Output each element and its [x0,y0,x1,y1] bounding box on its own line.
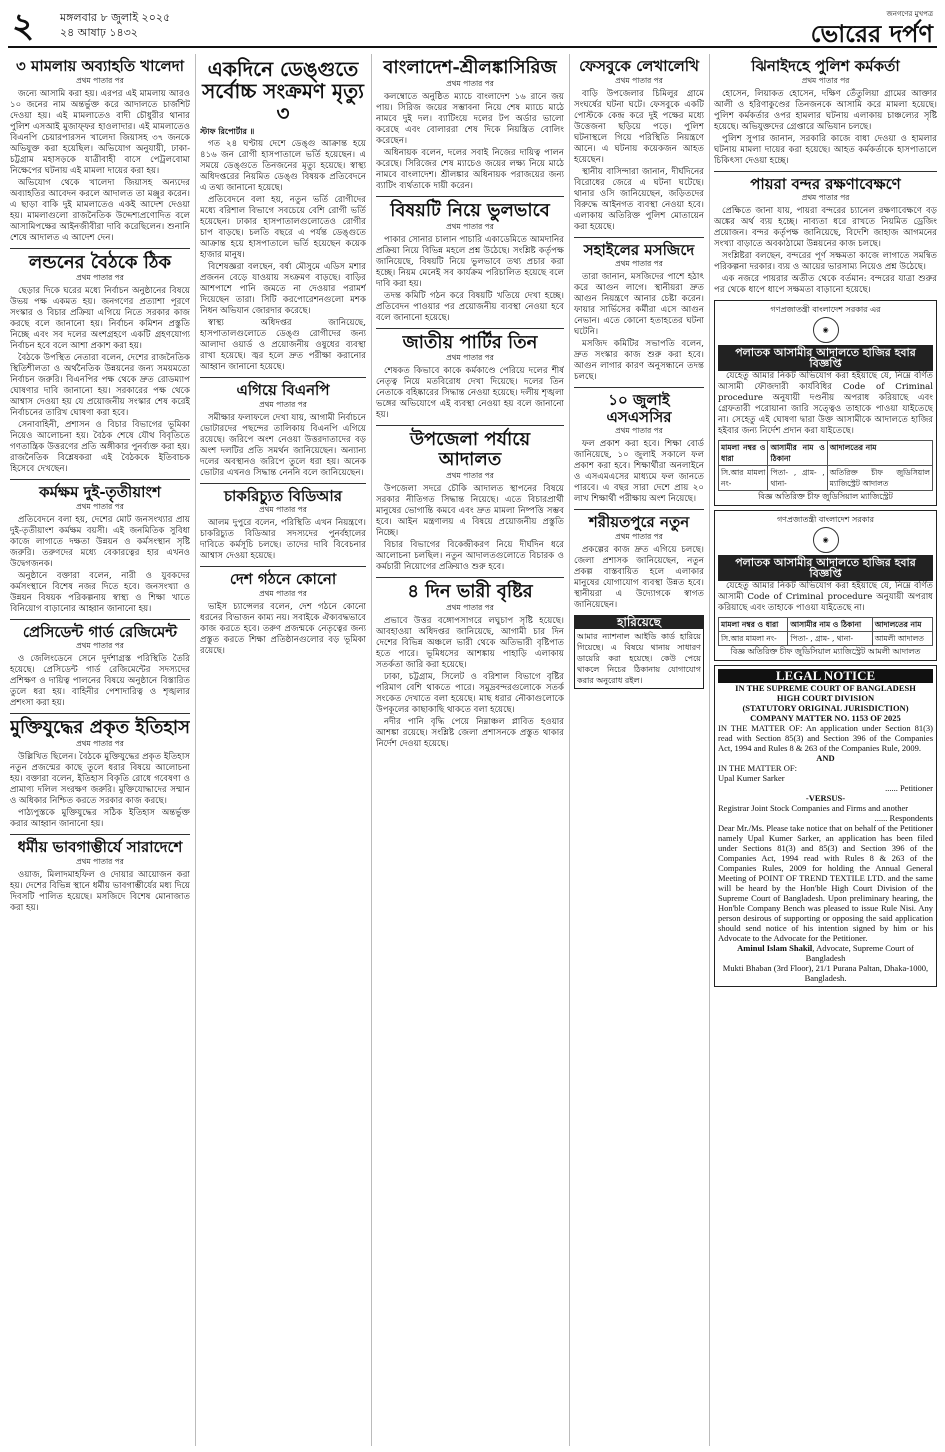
column-5 [714,54,937,1446]
headline: সহাইলের মসজিদে [583,240,695,259]
newspaper-name: ভোরের দর্পণ [810,19,933,48]
legal-notice-heading: LEGAL NOTICE [718,669,933,683]
column-divider [709,54,710,1446]
issue-date [60,10,170,40]
paragraph: অনুষ্ঠানে বক্তারা বলেন, নারী ও যুবকদের কর্মসংস্থানে বিশেষ নজর দিতে হবে। জনসংখ্যা ও উন্নয়ন বিষয়ক পরিকল্পনায় স্বাস্থ্য ও শিক্ষা খাতে বিনিয়োগ বাড়ানোর আহ্বান জানানো হয়। [10,570,190,614]
headline: পায়রা বন্দর রক্ষণাবেক্ষণে [750,174,901,193]
paragraph: তারা জানান, মসজিদের পাশে হঠাৎ করে আগুন লাগে। স্থানীয়রা দ্রুত আগুন নিয়ন্ত্রণে আনার চেষ্টা করেন। ফায়ার সার্ভিসের কর্মীরা এসে আগুন নেভান। এতে কোনো হতাহতের ঘটনা ঘটেনি। [574,272,704,337]
notice-signature: বিজ্ঞ অতিরিক্ত চীফ জুডিসিয়াল ম্যাজিস্ট্রেট আমলী আদালত [730,647,921,656]
legal-body: Dear Mr./Ms. Please take notice that on behalf of the Petitioner namely Upal Kumer Sarker, an application has been filed under Sections 81(3) and 85(3) and Section 396 of the Companies Act, 1994 read with Rules 8 & 263 of the Companies Rules, 2009 for holding the Annual General Meeting of POINT OF TREND TEXTILE LTD. and the same will be heard by the Hon'ble High Court Division of the Supreme Court of Bangladesh. Upon preliminary hearing, the Hon'ble Company Bench was pleased to issue Rule Nisi. Any person desirous of supporting or opposing the said application should send notice of his intention signed by him or his Advocate to the Advocate for the Petitioner. [718,823,933,943]
date-bengali: ২৪ আষাঢ় ১৪৩২ [60,26,138,39]
notice-table [718,440,933,491]
paragraph: হোসেন, লিয়াকত হোসেন, দক্ষিণ তেঁতুলিয়া গ্রামের আক্তার আলী ও হরিণাকুণ্ডের তিনজনকে আসামি করে মামলা হয়েছে। পুলিশ কর্মকর্তার ওপর হামলার ঘটনায় এলাকায় চাঞ্চল্যের সৃষ্টি হয়েছে। অভিযুক্তদের গ্রেপ্তারে অভিযান চলছে। [714,88,937,132]
article-divider [376,577,564,578]
article-divider [10,619,190,620]
continued-label: প্রথম পাতার পর [446,221,494,231]
date-gregorian: মঙ্গলবার ৮ জুলাই ২০২৫ [60,11,171,24]
continued-label: প্রথম পাতার পর [615,259,663,268]
headline: কর্মক্ষম দুই-তৃতীয়াংশ [39,483,161,502]
article-divider [574,509,704,510]
column-2 [200,54,366,1446]
newspaper-brand [811,8,933,48]
headline: শরীয়তপুরে নতুন [588,513,690,531]
column-divider [195,54,196,1446]
notice-title: পলাতক আসামীর আদালতে হাজির হবার বিজ্ঞপ্তি [718,555,933,581]
paragraph: ভাইস চ্যান্সেলর বলেন, দেশ গঠনে কোনো ধরনের বিভাজন কাম্য নয়। সবাইকে ঐক্যবদ্ধভাবে কাজ করতে হবে। তরুণ প্রজন্মকে নেতৃত্বের জন্য প্রস্তুত করতে শিক্ষা প্রতিষ্ঠানগুলোর বড় ভূমিকা রয়েছে। [200,601,366,656]
table-cell: আমলী আদালত [872,632,932,646]
respondent-role: ...... Respondents [874,813,933,823]
continued-label: প্রথম পাতার পর [615,75,663,85]
paragraph: বিশেষজ্ঞরা বলছেন, বর্ষা মৌসুমে এডিস মশার প্রজনন বেড়ে যাওয়ায় সংক্রমণ বাড়ছে। বাড়ির আশপাশে পানি জমতে না দেওয়ার পরামর্শ দিয়েছেন তারা। সিটি করপোরেশনগুলো মশক নিধন অভিযান জোরদার করেছে। [200,262,366,316]
continued-label: প্রথম পাতার পর [76,739,124,749]
table-cell: পিতা- , গ্রাম- , থানা- [788,632,872,646]
court-notice-2 [714,510,937,661]
paragraph: শেষকত কিভাবে কাকে কর্মকাণ্ডে পেরিয়ে দলের শীর্ষ নেতৃত্ব নিয়ে মতবিরোধ দেখা দিয়েছে। দলের তিন নেতাকে বহিষ্কারের সিদ্ধান্ত নেওয়া হয়েছে। দলীয় শৃঙ্খলা ভঙ্গের অভিযোগে এই ব্যবস্থা নেওয়া হয় বলে জানানো হয়। [376,366,564,421]
paragraph: ও জেলিংডেনে সেনে দুর্দশাগ্রস্ত পরিস্থিতি তৈরি হয়েছে। প্রেসিডেন্ট গার্ড রেজিমেন্টের সদস্যদের প্রশিক্ষণ ও দায়িত্ব পালনের বিষয়ে অনুষ্ঠানে বিস্তারিত তুলে ধরা হয়। বাহিনীর পেশাদারিত্ব ও শৃঙ্খলার প্রশংসা করা হয়। [10,654,190,709]
article-divider [200,377,366,378]
court-name: IN THE SUPREME COURT OF BANGLADESH [735,683,916,693]
headline: বিষয়টি নিয়ে ভুলভাবে [390,199,550,221]
table-header: আসামীর নাম ও ঠিকানা [788,618,872,632]
paragraph: পাকার সোনার চালান পাচারি একাডেমিতে আমদানির প্রক্রিয়া নিয়ে বিভিন্ন মহলে প্রশ্ন উঠেছে। সংশ্লিষ্ট কর্তৃপক্ষ জানিয়েছে, বিষয়টি নিয়ে ভুলভাবে তথ্য প্রচার করা হচ্ছে। নিয়ম মেনেই সব কার্যক্রম পরিচালিত হয়েছে বলে দাবি করা হয়। [376,234,564,289]
continued-label: প্রথম পাতার পর [259,505,307,514]
article-divider [714,171,937,172]
versus-label: -VERSUS- [805,793,846,803]
headline: চাকরিচ্যুত বিডিআর [223,486,343,505]
paragraph: বাড়ি উপজেলার চিমিলুর গ্রামে সংঘর্ষের ঘটনা ঘটে। ফেসবুকে একটি পোস্টকে কেন্দ্র করে দুই পক্ষের মধ্যে উত্তেজনা ছড়িয়ে পড়ে। পুলিশ ঘটনাস্থলে গিয়ে পরিস্থিতি নিয়ন্ত্রণে আনে। এ ঘটনায় কয়েকজন আহত হয়েছেন। [574,88,704,165]
column-4 [574,54,704,1446]
advocate-name: Aminul Islam Shakil [737,943,813,953]
paragraph: মসজিদ কমিটির সভাপতি বলেন, দ্রুত সংস্কার কাজ শুরু করা হবে। আগুন লাগার কারণ অনুসন্ধানে তদন্ত চলছে। [574,339,704,382]
column-3 [376,54,564,1446]
article-divider [376,328,564,329]
article-divider [10,479,190,480]
continued-label: প্রথম পাতার পর [76,75,124,85]
advocate-role: , Advocate, Supreme Court of Bangladesh [805,943,914,963]
continued-label: প্রথম পাতার পর [446,602,494,612]
lost-notice [574,615,704,689]
notice-body: যেহেতু আমার নিকট অভিযোগ করা হইয়াছে যে, নিম্নে বর্ণিত আসামী ফৌজদারী কার্যবিধির Code of Criminal procedure অনুযায়ী দণ্ডনীয় অপরাধ করিয়াছে এবং গ্রেফতারী পরোয়ানা জারি সত্ত্বেও তাহাকে পাওয়া যাইতেছে না। সেহেতু এই ঘোষণা দ্বারা উক্ত আসামীকে আদালতে হাজির হইবার জন্য নির্দেশ প্রদান করা যাইতেছে। [718,371,933,436]
table-header: আদালতের নাম [827,441,932,466]
headline: জাতীয় পার্টির তিন [402,331,538,353]
table-row [719,466,933,491]
continued-label: প্রথম পাতার পর [76,641,124,651]
in-the-matter: IN THE MATTER OF: An application under Section 81(3) read with Section 85(3) and Section 396 of the Companies Act, 1994 and Rules 8 & 263 of the Companies Rule, 2009. [718,723,933,753]
column-1 [10,54,190,1446]
article-divider [574,387,704,388]
continued-label: প্রথম পাতার পর [76,501,124,511]
notice-government: গণপ্রজাতন্ত্রী বাংলাদেশ সরকার [776,515,875,524]
paragraph: কলম্বোতে অনুষ্ঠিত ম্যাচে বাংলাদেশ ১৬ রানে জয় পায়। সিরিজ জয়ের সম্ভাবনা নিয়ে শেষ ম্যাচে মাঠে নামবে দুই দল। ব্যাটিংয়ে দলের টপ অর্ডার ভালো করেছে এবং বোলাররা শেষ দিকে নিয়ন্ত্রিত বোলিং করেছেন। [376,91,564,146]
paragraph: সংশ্লিষ্টরা বলছেন, বন্দরের পূর্ণ সক্ষমতা কাজে লাগাতে সমন্বিত পরিকল্পনা দরকার। ব্যয় ও আয়ের ভারসাম্য নিয়েও প্রশ্ন উঠেছে। [714,251,937,272]
table-header: মামলা নম্বর ও ধারা [719,441,768,466]
paragraph: পাঠ্যপুস্তকে মুক্তিযুদ্ধের সঠিক ইতিহাস অন্তর্ভুক্ত করার আহ্বান জানানো হয়। [10,808,190,830]
court-jurisdiction: (STATUTORY ORIGINAL JURISDICTION) [742,703,909,713]
table-header: আদালতের নাম [872,618,932,632]
paragraph: আলম দুপুরে বলেন, পরিস্থিতি এখন নিয়ন্ত্রণে। চাকরিচ্যুত বিডিআর সদস্যদের পুনর্বহালের দাবিতে কর্মসূচি চলছে। তাদের দাবি বিবেচনার আশ্বাস দেওয়া হয়েছে। [200,518,366,561]
continued-label: প্রথম পাতার পর [259,588,307,598]
lost-notice-body: আমার ন্যাশনাল আইডি কার্ড হারিয়ে গিয়েছে। এ বিষয়ে থানায় সাধারণ ডায়েরি করা হয়েছে। কেউ পেয়ে থাকলে নিচের ঠিকানায় যোগাযোগ করার অনুরোধ রইল। [577,631,701,685]
article-divider [200,483,366,484]
paragraph: স্বাস্থ্য অধিদপ্তর জানিয়েছে, হাসপাতালগুলোতে ডেঙ্গু রোগীদের জন্য আলাদা ওয়ার্ড ও প্রয়োজনীয় ওষুধের ব্যবস্থা রাখা হয়েছে। জ্বর হলে দ্রুত পরীক্ষা করানোর আহ্বান জানানো হয়েছে। [200,318,366,372]
headline: এগিয়ে বিএনপি [236,381,330,399]
headline: ফেসবুকে লেখালেখি [579,57,699,75]
paragraph: এক নজরে পায়রার অতীত থেকে বর্তমান: বন্দরের যাত্রা শুরুর পর থেকে ধাপে ধাপে সক্ষমতা বাড়ানো হয়েছে। [714,274,937,295]
court-notice-1 [714,300,937,506]
paragraph: ফল প্রকাশ করা হবে। শিক্ষা বোর্ড জানিয়েছে, ১০ জুলাই সকালে ফল প্রকাশ করা হবে। শিক্ষার্থীরা অনলাইনে ও এসএমএসের মাধ্যমে ফল জানতে পারবে। এ বছর সারা দেশে প্রায় ২০ লাখ শিক্ষার্থী পরীক্ষায় অংশ নিয়েছে। [574,439,704,504]
article-divider [200,566,366,567]
continued-label: প্রথম পাতার পর [615,426,663,435]
table-cell: সি.আর মামলা নং- [719,632,788,646]
company-matter-number: COMPANY MATTER NO. 1153 OF 2025 [750,713,901,723]
paragraph: প্রকল্পের কাজ দ্রুত এগিয়ে চলছে। জেলা প্রশাসক জানিয়েছেন, নতুন প্রকল্প বাস্তবায়িত হলে এলাকার মানুষের যোগাযোগ ব্যবস্থা উন্নত হবে। স্থানীয়রা এ উদ্যোগকে স্বাগত জানিয়েছেন। [574,544,704,610]
notice-body: যেহেতু আমার নিকট অভিযোগ করা হইয়াছে যে, নিম্নে বর্ণিত আসামী Code of Criminal procedure অনুযায়ী অপরাধ করিয়াছে এবং তাহাকে পাওয়া যাইতেছে না। [718,581,933,613]
page-number: ২ [12,6,35,46]
notice-title: পলাতক আসামীর আদালতে হাজির হবার বিজ্ঞপ্তি [718,345,933,371]
table-cell: সি.আর মামলা নং- [719,466,768,491]
notice-table [718,617,933,646]
continued-label: প্রথম পাতার পর [446,353,494,363]
headline: লন্ডনের বৈঠকে ঠিক [28,251,172,273]
article-divider [10,834,190,835]
continued-label: প্রথম পাতার পর [446,470,494,480]
paragraph: সমীক্ষার ফলাফলে দেখা যায়, আগামী নির্বাচনে ভোটারদের পছন্দের তালিকায় বিএনপি এগিয়ে রয়েছে। জরিপে অংশ নেওয়া উত্তরদাতাদের বড় অংশ দলটির প্রতি সমর্থন জানিয়েছেন। অন্যান্য দলের অবস্থানও জরিপে তুলে ধরা হয়। অনেক ভোটার এখনও সিদ্ধান্ত নেননি বলে জানিয়েছেন। [200,412,366,478]
headline: একদিনে ডেঙ্গুতে সর্বোচ্চ সংক্রমণ মৃত্যু ৩ [202,57,364,125]
article-divider [10,248,190,249]
government-seal-icon: ◉ [813,317,839,343]
headline: বাংলাদেশ-শ্রীলঙ্কাসিরিজ [383,57,557,78]
continued-label: প্রথম পাতার পর [446,78,494,88]
headline: ৩ মামলায় অব্যাহতি খালেদা [16,57,184,75]
paragraph: গত ২৪ ঘণ্টায় দেশে ডেঙ্গু আক্রান্ত হয়ে ৪১৬ জন রোগী হাসপাতালে ভর্তি হয়েছেন। এ সময়ে ডেঙ্গুতে তিনজনের মৃত্যু হয়েছে। স্বাস্থ্য অধিদপ্তরের নিয়মিত ডেঙ্গু বিষয়ক প্রতিবেদনে এ তথ্য জানানো হয়েছে। [200,139,366,193]
byline: স্টাফ রিপোর্টার ॥ [200,126,255,136]
paragraph: উল্লিখিত ছিলেন। বৈঠকে মুক্তিযুদ্ধের প্রকৃত ইতিহাস নতুন প্রজন্মের কাছে তুলে ধরার বিষয়ে আলোচনা হয়। বক্তারা বলেন, ইতিহাস বিকৃতি রোধে গবেষণা ও প্রামাণ্য দলিল সংরক্ষণ জরুরি। মুক্তিযোদ্ধাদের সম্মান ও অধিকার নিশ্চিত করতে সরকার কাজ করছে। [10,752,190,807]
article-divider [574,237,704,238]
paragraph: জন্যে আসামি করা হয়। এরপর এই মামলায় আরও ১০ জনের নাম অন্তর্ভুক্ত করে আদালতে চার্জশিট দেওয়া হয়। এই মামলাতেও বাদী চৌধুরীর থানার পুলিশ এসআই মুজাফ্ফর হাওলাদার। এই মামলাতেও বিএনপি চেয়ারপারসন খালেদা জিয়াসহ ৩৭ জনকে অভিযুক্ত করা হয়েছিল। অভিযোগ অনুযায়ী, ঢাকা-চট্টগ্রাম মহাসড়কে যাত্রীবাহী বাসে পেট্রলবোমা নিক্ষেপের ঘটনায় এই মামলা দায়ের করা হয়। [10,88,190,176]
continued-label: প্রথম পাতার পর [76,273,124,283]
brand-tagline: জনগণের মুখপত্র [886,10,933,18]
paragraph: নদীর পানি বৃদ্ধি পেয়ে নিম্নাঞ্চল প্লাবিত হওয়ার আশঙ্কা রয়েছে। সংশ্লিষ্ট জেলা প্রশাসনকে প্রস্তুত থাকার নির্দেশ দেওয়া হয়েছে। [376,716,564,749]
paragraph: প্রেক্ষিতে জানা যায়, পায়রা বন্দরের চ্যানেল রক্ষণাবেক্ষণে বড় অঙ্কের অর্থ ব্যয় হচ্ছে। নাব্যতা ধরে রাখতে নিয়মিত ড্রেজিং প্রয়োজন। বন্দর কর্তৃপক্ষ জানিয়েছে, বিদেশি জাহাজ আগমনের সংখ্যা বাড়াতে অবকাঠামো উন্নয়নের কাজ চলছে। [714,206,937,249]
government-seal-icon: ◉ [813,527,839,553]
in-the-matter-2: IN THE MATTER OF: [718,763,797,773]
paragraph: অভিযোগ থেকে খালেদা জিয়াসহ অন্যদের অব্যাহতির আবেদন করলে আদালত তা মঞ্জুর করেন। এ ছাড়া বাকি দুই মামলাতেও একই আদেশ দেওয়া হয়। মামলাগুলো রাজনৈতিক উদ্দেশ্যপ্রণোদিত বলে আসামিপক্ষের আইনজীবীরা দাবি করেছিলেন। শুনানি শেষে আদালত এ আদেশ দেন। [10,177,190,243]
paragraph: তদন্ত কমিটি গঠন করে বিষয়টি খতিয়ে দেখা হচ্ছে। প্রতিবেদন পাওয়ার পর প্রয়োজনীয় ব্যবস্থা নেওয়া হবে বলে জানানো হয়েছে। [376,290,564,323]
paragraph: সেনাবাহিনী, প্রশাসন ও বিচার বিভাগের ভূমিকা নিয়েও আলোচনা হয়। বৈঠক শেষে যৌথ বিবৃতিতে গণতান্ত্রিক উত্তরণের প্রতি অঙ্গীকার পুনর্ব্যক্ত করা হয়। রাজনৈতিক বিশ্লেষকরা এই বৈঠককে ইতিবাচক হিসেবে দেখছেন। [10,420,190,475]
paragraph: বিচার বিভাগের বিকেন্দ্রীকরণ নিয়ে দীর্ঘদিন ধরে আলোচনা চলছিল। নতুন আদালতগুলোতে বিচারক ও কর্মচারী নিয়োগের প্রক্রিয়াও শুরু হবে। [376,539,564,572]
article-divider [10,713,190,714]
paragraph: প্রতিবেদনে বলা হয়, নতুন ভর্তি রোগীদের মধ্যে বরিশাল বিভাগে সবচেয়ে বেশি রোগী ভর্তি হয়েছেন। ঢাকার হাসপাতালগুলোতেও রোগীর চাপ বাড়ছে। চলতি বছরে এ পর্যন্ত ডেঙ্গুতে আক্রান্ত হয়ে হাসপাতালে ভর্তি হয়েছেন কয়েক হাজার মানুষ। [200,195,366,260]
continued-label: প্রথম পাতার পর [76,856,124,866]
advocate-address: Mukti Bhaban (3rd Floor), 21/1 Purana Paltan, Dhaka-1000, Bangladesh. [722,963,929,983]
petitioner-name: Upal Kumer Sarker [718,773,785,783]
table-cell: অতিরিক্ত চীফ জুডিসিয়াল ম্যাজিস্ট্রেট আদালত [827,466,932,491]
continued-label: প্রথম পাতার পর [259,399,307,409]
headline: ধর্মীয় ভাবগাম্ভীর্যে সারাদেশে [17,838,183,857]
headline: ১০ জুলাই এসএসসির [606,391,672,426]
respondent-name: Registrar Joint Stock Companies and Firms and another [718,803,909,813]
table-header: আসামীর নাম ও ঠিকানা [768,441,827,466]
lost-notice-title: হারিয়েছে [575,616,703,629]
paragraph: ওয়াজ, মিলাদমাহফিল ও দোয়ার আয়োজন করা হয়। দেশের বিভিন্ন স্থানে ধর্মীয় ভাবগাম্ভীর্যের মধ্য দিয়ে দিবসটি পালিত হয়েছে। মসজিদে বিশেষ মোনাজাত করা হয়। [10,869,190,913]
court-division: HIGH COURT DIVISION [776,693,875,703]
headline: উপজেলা পর্যায়ে আদালত [409,429,531,471]
continued-label: প্রথম পাতার পর [801,75,850,85]
headline: দেশ গঠনে কোনো [229,570,337,588]
table-cell: পিতা- , গ্রাম- , থানা- [768,466,827,491]
headline: প্রেসিডেন্ট গার্ড রেজিমেন্ট [22,622,178,641]
notice-signature: বিজ্ঞ অতিরিক্ত চীফ জুডিসিয়াল ম্যাজিস্ট্রেট [758,492,893,501]
paragraph: বৈঠকে উপস্থিত নেতারা বলেন, দেশের রাজনৈতিক স্থিতিশীলতা ও অর্থনৈতিক উন্নয়নের জন্য সময়মতো নির্বাচন জরুরি। বিএনপির পক্ষ থেকে দ্রুত রোডম্যাপ ঘোষণার দাবি জানানো হয়। সরকারের পক্ষ থেকে আশ্বাস দেওয়া হয় যে প্রয়োজনীয় সংস্কার শেষ করেই নির্বাচনের তারিখ ঘোষণা করা হবে। [10,353,190,419]
paragraph: স্থানীয় বাসিন্দারা জানান, দীর্ঘদিনের বিরোধের জেরে এ ঘটনা ঘটেছে। থানার ওসি জানিয়েছেন, জড়িতদের বিরুদ্ধে আইনগত ব্যবস্থা নেওয়া হবে। এলাকায় অতিরিক্ত পুলিশ মোতায়েন করা হয়েছে। [574,166,704,232]
paragraph: ছেড়ার দিকে ঘরের মধ্যে নির্বাচন অনুষ্ঠানের বিষয়ে উভয় পক্ষ একমত হয়। জনগণের প্রত্যাশা পূরণে সংস্কার ও বিচার প্রক্রিয়া এগিয়ে নিতে সরকার কাজ করছে বলে জানানো হয়। নির্বাচন কমিশন প্রস্তুতি নিচ্ছে এবং সব দলের অংশগ্রহণে একটি গ্রহণযোগ্য নির্বাচন হবে বলে আশা প্রকাশ করা হয়। [10,286,190,352]
and-label: AND [816,753,835,763]
headline: মুক্তিযুদ্ধের প্রকৃত ইতিহাস [10,717,190,739]
table-header: মামলা নম্বর ও ধারা [719,618,788,632]
paragraph: প্রতিবেদনে বলা হয়, দেশের মোট জনসংখ্যার প্রায় দুই-তৃতীয়াংশ কর্মক্ষম বয়সী। এই জনমিতিক সুবিধা কাজে লাগাতে দক্ষতা উন্নয়ন ও কর্মসংস্থান সৃষ্টি জরুরি। তরুণদের মধ্যে বেকারত্বের হার এখনও উদ্বেগজনক। [10,514,190,569]
petitioner-role: ...... Petitioner [885,783,933,793]
headline: ঝিনাইদহে পুলিশ কর্মকর্তা [751,57,900,75]
article-divider [376,196,564,197]
continued-label: প্রথম পাতার পর [615,531,663,541]
masthead [8,6,937,48]
table-row [719,632,933,646]
paragraph: প্রভাবে উত্তর বঙ্গোপসাগরে লঘুচাপ সৃষ্টি হয়েছে। আবহাওয়া অধিদপ্তর জানিয়েছে, আগামী চার দিন দেশের বিভিন্ন অঞ্চলে ভারী থেকে অতিভারী বৃষ্টিপাত হতে পারে। ভূমিধসের আশঙ্কায় পাহাড়ি এলাকায় সতর্কতা জারি করা হয়েছে। [376,615,564,670]
notice-government: গণপ্রজাতন্ত্রী বাংলাদেশ সরকার এর [770,305,881,314]
paragraph: উপজেলা সদরে চৌকি আদালত স্থাপনের বিষয়ে সরকার নীতিগত সিদ্ধান্ত নিয়েছে। এতে বিচারপ্রার্থী মানুষের ভোগান্তি কমবে এবং দ্রুত মামলা নিষ্পত্তি সম্ভব হবে। আইন মন্ত্রণালয় এ বিষয়ে প্রয়োজনীয় প্রস্তুতি নিচ্ছে। [376,483,564,538]
legal-notice [714,665,937,987]
continued-label: প্রথম পাতার পর [801,193,850,202]
article-divider [376,425,564,426]
paragraph: অধিনায়ক বলেন, দলের সবাই নিজের দায়িত্ব পালন করেছে। সিরিজের শেষ ম্যাচেও জয়ের লক্ষ্য নিয়ে মাঠে নামবে বাংলাদেশ। শ্রীলঙ্কার অধিনায়ক পরাজয়ের জন্য ব্যাটিং ব্যর্থতাকে দায়ী করেন। [376,147,564,191]
column-divider [371,54,372,1446]
headline: ৪ দিন ভারী বৃষ্টির [407,580,533,602]
column-divider [569,54,570,1446]
paragraph: ঢাকা, চট্টগ্রাম, সিলেট ও বরিশাল বিভাগে বৃষ্টির পরিমাণ বেশি থাকতে পারে। সমুদ্রবন্দরগুলোকে সতর্ক সংকেত দেখাতে বলা হয়েছে। মাছ ধরার নৌকাগুলোকে উপকূলের কাছাকাছি থাকতে বলা হয়েছে। [376,671,564,715]
paragraph: পুলিশ সুপার জানান, সরকারি কাজে বাধা দেওয়া ও হামলার ঘটনায় মামলা দায়ের করা হয়েছে। আহত কর্মকর্তাকে হাসপাতালে চিকিৎসা দেওয়া হচ্ছে। [714,133,937,166]
